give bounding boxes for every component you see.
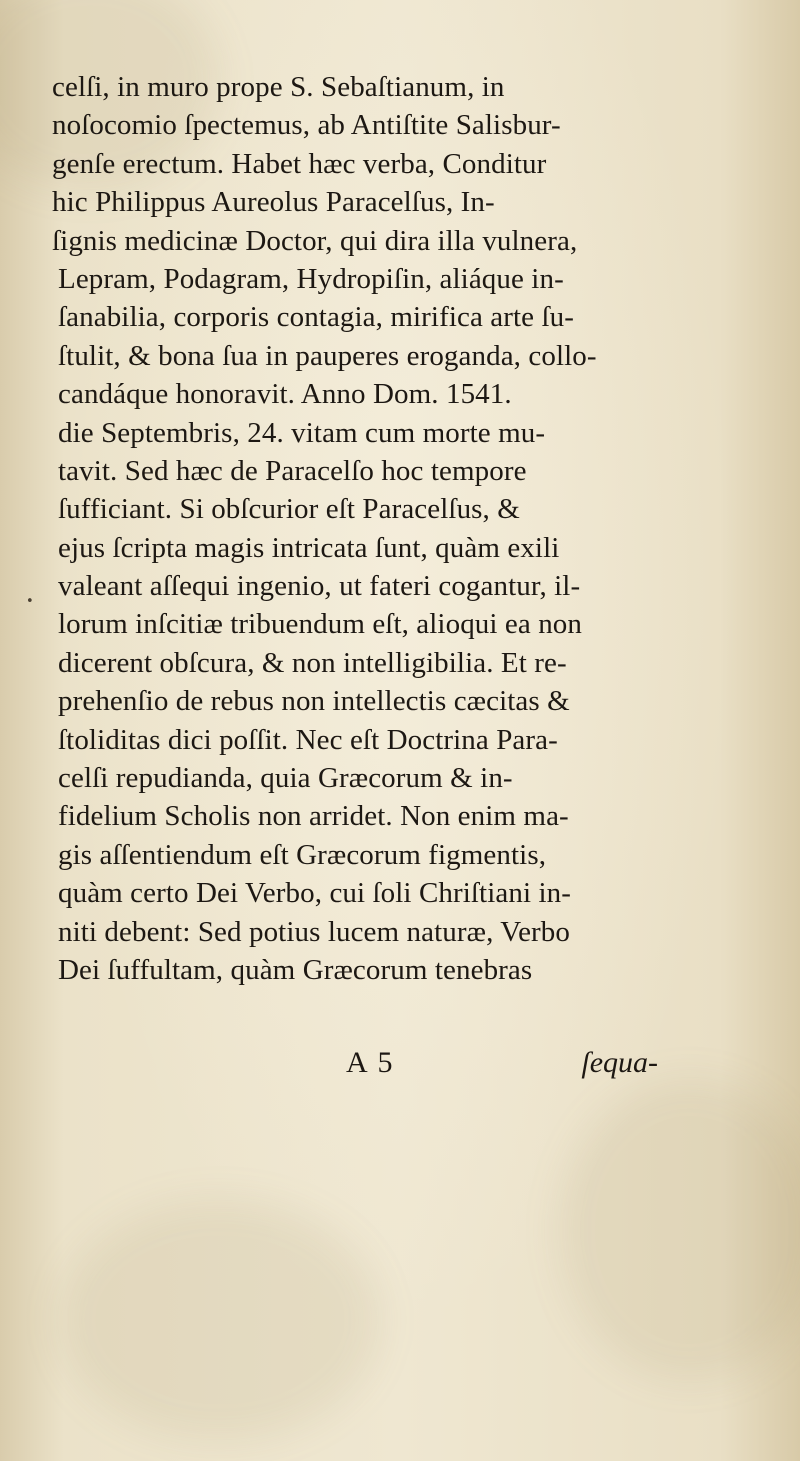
text-line: ejus ſcripta magis intricata ſunt, quàm exili [58, 531, 560, 564]
catchword: ſequa- [581, 1046, 658, 1079]
text-line: genſe erectum. Habet hæc verba, Conditur [52, 147, 547, 180]
text-line: gis aſſentiendum eſt Græcorum figmentis, [58, 838, 547, 871]
text-line: celſi repudianda, quia Græcorum & in- [58, 762, 513, 795]
text-line: Lepram, Podagram, Hydropiſin, aliáque in- [58, 262, 564, 295]
text-line: quàm certo Dei Verbo, cui ſoli Chriſtiani in- [58, 877, 571, 910]
signature-mark: A 5 [346, 1046, 395, 1079]
text-line: ſtoliditas dici poſſit. Nec eſt Doctrina Para- [58, 723, 558, 756]
text-line: Dei ſuffultam, quàm Græcorum tenebras [58, 953, 533, 986]
text-line: celſi, in muro prope S. Sebaſtianum, in [52, 71, 505, 103]
text-line: die Septembris, 24. vitam cum morte mu- [58, 416, 546, 449]
text-line: fidelium Scholis non arridet. Non enim ma- [58, 800, 569, 833]
text-line: hic Philippus Aureolus Paracelſus, In- [52, 186, 495, 219]
text-line: tavit. Sed hæc de Paracelſo hoc tempore [58, 454, 527, 487]
page-footer [52, 1046, 662, 1086]
text-line: ſignis medicinæ Doctor, qui dira illa vulnera, [52, 224, 578, 257]
text-line: dicerent obſcura, & non intelligibilia. Et re- [58, 646, 567, 679]
paper-stain [560, 1080, 800, 1380]
text-line: noſocomio ſpectemus, ab Antiſtite Salisbur- [52, 109, 561, 142]
text-line: lorum inſcitiæ tribuendum eſt, alioqui ea non [58, 608, 582, 641]
body-text [52, 68, 662, 989]
text-line: ſtulit, & bona ſua in pauperes eroganda, collo- [58, 339, 597, 372]
text-line: niti debent: Sed potius lucem naturæ, Verbo [58, 915, 570, 948]
text-line: prehenſio de rebus non intellectis cæcitas & [58, 685, 570, 718]
text-line: candáque honoravit. Anno Dom. 1541. [58, 378, 512, 411]
paper-stain [60, 1200, 380, 1440]
marginal-mark: • [26, 594, 34, 609]
text-line: valeant aſſequi ingenio, ut fateri cogantur, il- [58, 570, 581, 603]
text-line: ſanabilia, corporis contagia, mirifica arte ſu- [58, 301, 575, 334]
text-line: ſufficiant. Si obſcurior eſt Paracelſus, & [58, 493, 520, 526]
